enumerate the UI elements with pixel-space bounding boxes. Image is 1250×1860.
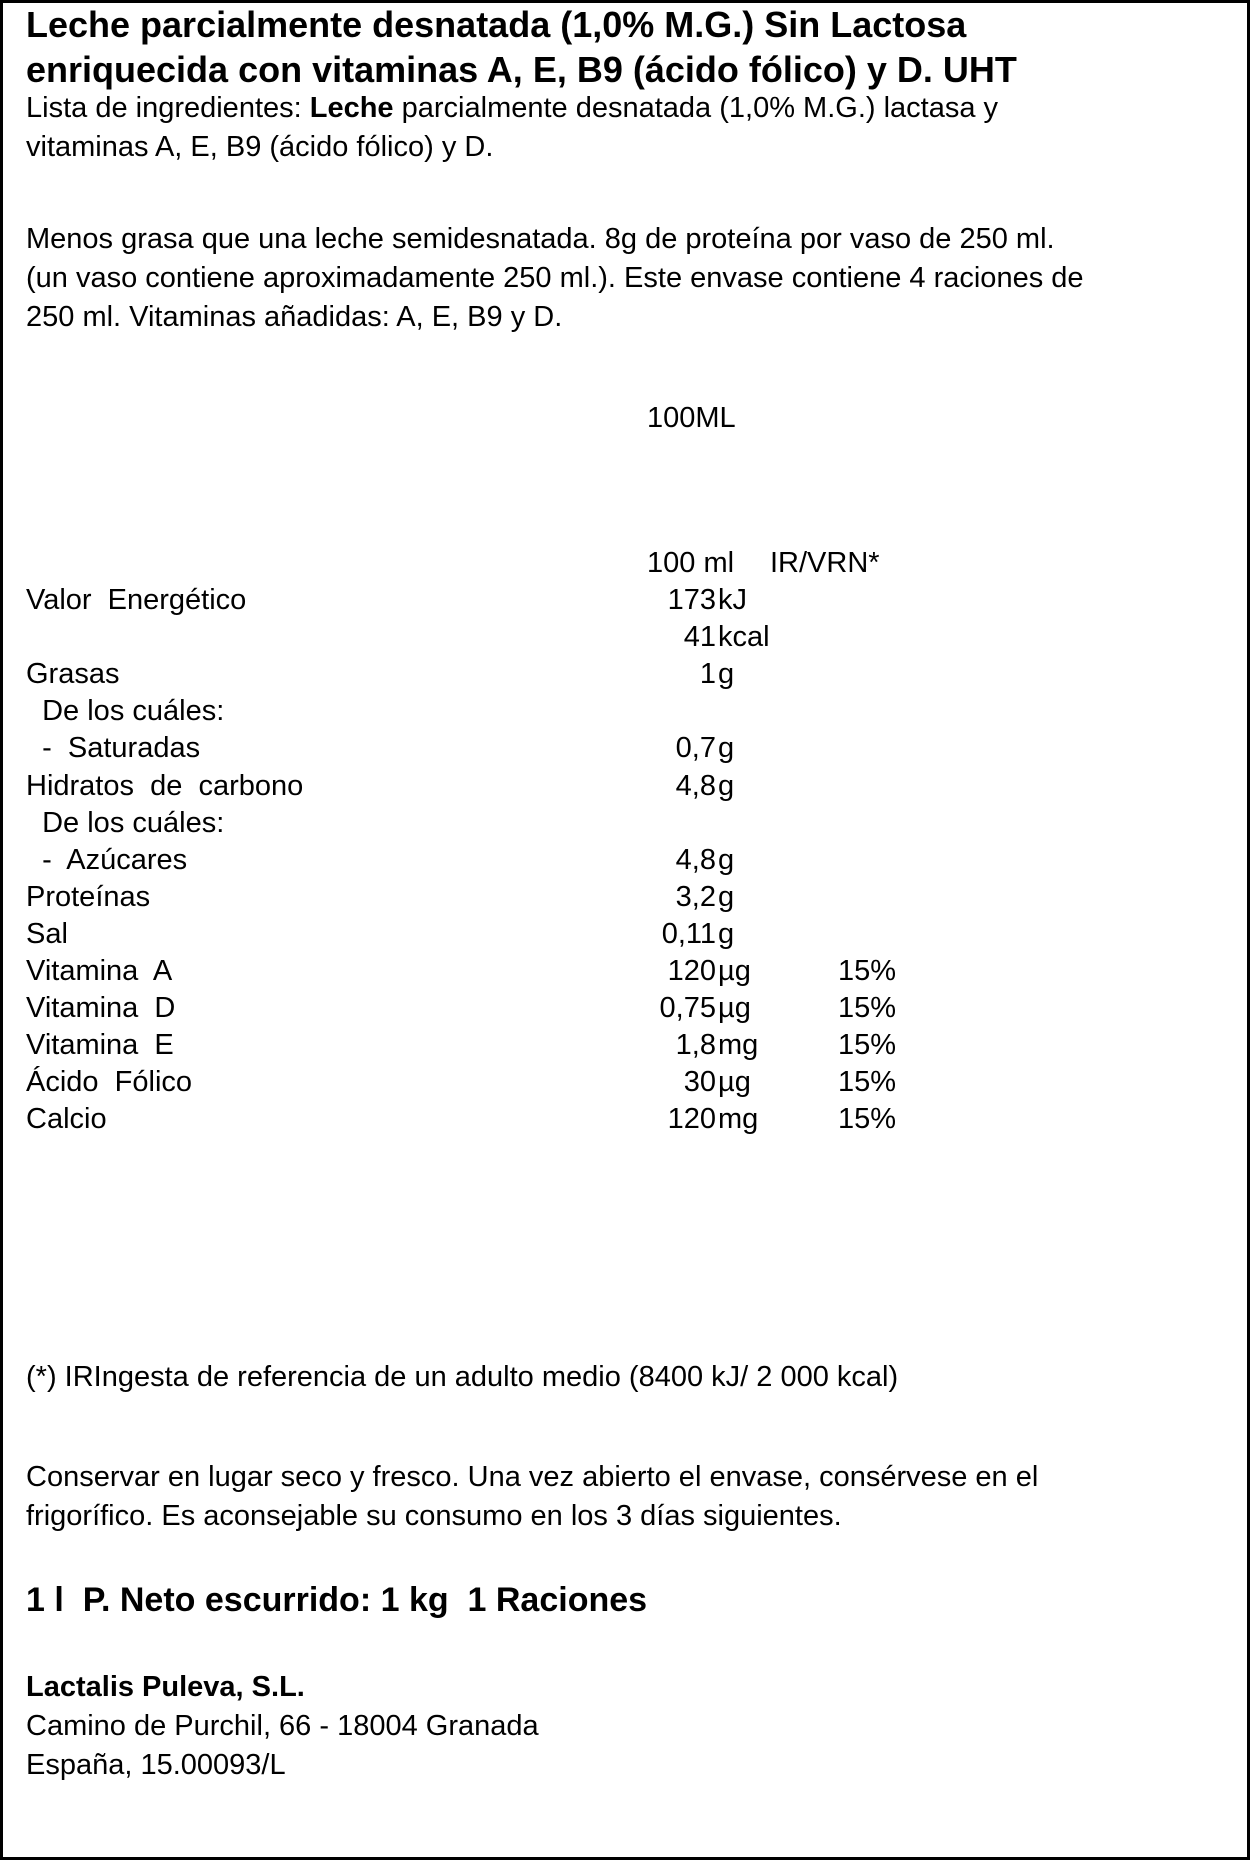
ingredients-allergen: Leche (309, 92, 394, 124)
nutrient-label: Vitamina D (26, 992, 176, 1024)
company-info (26, 1668, 1226, 1785)
ingredients-line-2: vitaminas A, E, B9 (ácido fólico) y D. (26, 131, 494, 163)
nutrient-label: De los cuáles: (26, 695, 225, 727)
footnote: (*) IRIngesta de referencia de un adulto medio (8400 kJ/ 2 000 kcal) (26, 1361, 899, 1393)
nutrient-unit: mg (718, 1029, 759, 1061)
nutrient-amount: 0,11 (661, 918, 716, 950)
nutrient-label: - Saturadas (26, 732, 201, 764)
nutrient-label: Grasas (26, 658, 120, 690)
nutrient-unit: g (718, 881, 735, 913)
nutrient-unit: kcal (718, 621, 770, 653)
nutrient-label: - Azúcares (26, 844, 188, 876)
company-country-code: España, 15.00093/L (26, 1749, 286, 1781)
nutrient-amount: 4,8 (675, 770, 716, 802)
ingredients-prefix: Lista de ingredientes: (26, 92, 310, 124)
storage-line-2: frigorífico. Es aconsejable su consumo en los 3 días siguientes. (26, 1500, 842, 1532)
nutrient-unit: µg (718, 992, 751, 1024)
product-title (26, 2, 1226, 92)
product-claims (26, 220, 1226, 337)
nutrient-unit: g (718, 844, 735, 876)
nutrient-ir-percent: 15% (837, 955, 896, 987)
nutrient-unit: g (718, 658, 735, 690)
ingredients-list (26, 89, 1226, 167)
nutrient-label: Calcio (26, 1103, 107, 1135)
nutrient-amount: 41 (683, 621, 716, 653)
nutrient-unit: µg (718, 1066, 751, 1098)
nutrient-label: Sal (26, 918, 68, 950)
nutrient-label: Ácido Fólico (26, 1066, 193, 1098)
nutrient-amount: 30 (683, 1066, 716, 1098)
claims-line-1: Menos grasa que una leche semidesnatada. 8g de proteína por vaso de 250 ml. (26, 223, 1055, 255)
company-address: Camino de Purchil, 66 - 18004 Granada (26, 1710, 539, 1742)
claims-line-2: (un vaso contiene aproximadamente 250 ml.). Este envase contiene 4 raciones de (26, 262, 1084, 294)
nutrient-amount: 120 (667, 955, 716, 987)
nutrient-label: Hidratos de carbono (26, 770, 304, 802)
nutrient-label: De los cuáles: (26, 807, 225, 839)
nutrition-column-ir: IR/VRN* (770, 547, 880, 579)
nutrition-column-per100: 100 ml (647, 547, 735, 579)
nutrient-ir-percent: 15% (837, 1066, 896, 1098)
nutrient-label: Valor Energético (26, 584, 247, 616)
storage-line-1: Conservar en lugar seco y fresco. Una vez abierto el envase, consérvese en el (26, 1461, 1039, 1493)
claims-line-3: 250 ml. Vitaminas añadidas: A, E, B9 y D. (26, 301, 563, 333)
nutrient-label: Vitamina E (26, 1029, 174, 1061)
nutrient-unit: µg (718, 955, 751, 987)
nutrient-ir-percent: 15% (837, 1029, 896, 1061)
storage-instructions (26, 1458, 1226, 1536)
net-content: 1 l P. Neto escurrido: 1 kg 1 Raciones (26, 1581, 648, 1619)
nutrient-unit: g (718, 918, 735, 950)
ingredients-line-1 (26, 89, 1226, 128)
nutrient-unit: mg (718, 1103, 759, 1135)
nutrient-amount: 0,75 (659, 992, 716, 1024)
nutrient-label: Proteínas (26, 881, 151, 913)
nutrient-unit: g (718, 732, 735, 764)
nutrient-amount: 4,8 (675, 844, 716, 876)
nutrient-amount: 0,7 (675, 732, 716, 764)
nutrient-unit: kJ (718, 584, 747, 616)
nutrition-basis-heading: 100ML (647, 402, 736, 434)
nutrient-amount: 1 (699, 658, 716, 690)
ingredients-rest: parcialmente desnatada (1,0% M.G.) lactasa y (393, 92, 999, 124)
nutrient-amount: 3,2 (675, 881, 716, 913)
company-name: Lactalis Puleva, S.L. (26, 1671, 305, 1703)
nutrient-ir-percent: 15% (837, 992, 896, 1024)
nutrient-amount: 120 (667, 1103, 716, 1135)
nutrient-label: Vitamina A (26, 955, 173, 987)
nutrient-amount: 173 (667, 584, 716, 616)
nutrient-unit: g (718, 770, 735, 802)
title-line-2: enriquecida con vitaminas A, E, B9 (ácido fólico) y D. UHT (26, 49, 1017, 90)
nutrient-ir-percent: 15% (837, 1103, 896, 1135)
title-line-1: Leche parcialmente desnatada (1,0% M.G.) Sin Lactosa (26, 4, 967, 45)
nutrient-amount: 1,8 (675, 1029, 716, 1061)
